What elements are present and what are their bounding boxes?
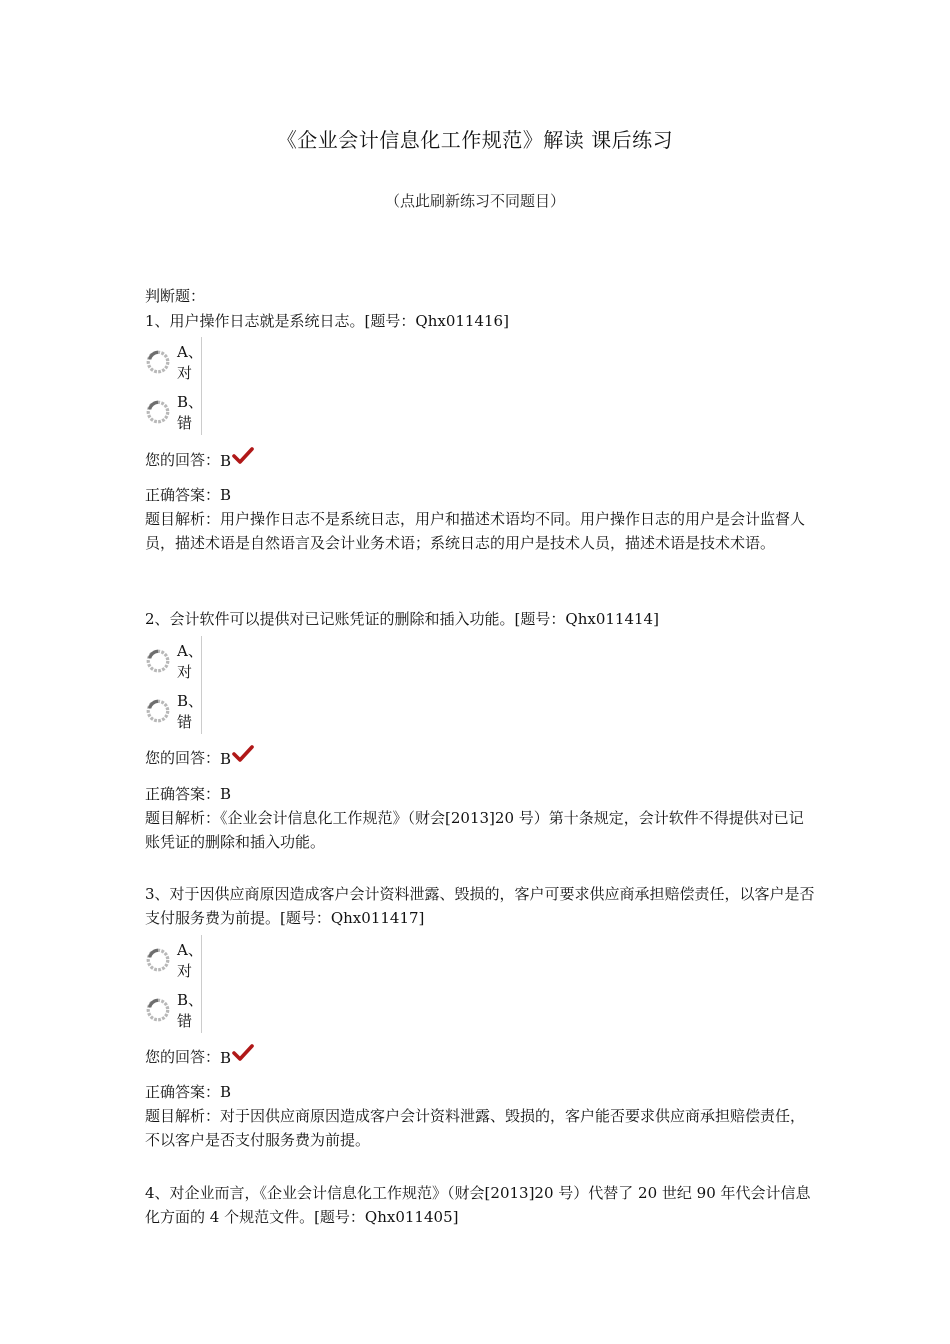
- refresh-exercise-link[interactable]: （点此刷新练习不同题目）: [384, 192, 565, 210]
- option-group: [145, 636, 215, 734]
- analysis-label: 题目解析：: [145, 1107, 221, 1125]
- page-title: 《企业会计信息化工作规范》解读 课后练习: [276, 128, 674, 152]
- option-b[interactable]: [145, 991, 215, 1030]
- option-a[interactable]: [145, 941, 215, 980]
- option-a[interactable]: [145, 642, 215, 681]
- option-label: A、对: [177, 343, 203, 382]
- check-mark-icon: [232, 744, 254, 764]
- answer-block: [145, 483, 810, 555]
- correct-answer: [145, 782, 810, 806]
- analysis: [145, 806, 810, 854]
- analysis: [145, 507, 810, 555]
- answer-block: [145, 782, 810, 854]
- option-label: B、错: [176, 692, 203, 731]
- section-label: 判断题：: [145, 287, 206, 305]
- correct-answer-label: 正确答案：: [145, 486, 221, 504]
- your-answer-value: B: [220, 750, 232, 768]
- correct-answer-value: B: [220, 1083, 232, 1101]
- question-text: 2、会计软件可以提供对已记账凭证的删除和插入功能。[题号：Qhx011414]: [145, 610, 659, 628]
- check-mark-icon: [232, 446, 254, 466]
- radio-unselected-icon[interactable]: [145, 398, 171, 426]
- question-text: 4、对企业而言，《企业会计信息化工作规范》（财会[2013]20 号）代替了 20 世纪 90 年代会计信息化方面的 4 个规范文件。[题号：Qhx011405]: [145, 1184, 811, 1226]
- analysis-label: 题目解析：: [145, 809, 221, 827]
- answer-block: [145, 1080, 810, 1152]
- option-a[interactable]: [145, 343, 215, 382]
- radio-unselected-icon[interactable]: [145, 996, 171, 1024]
- your-answer-label: 您的回答：: [145, 749, 221, 767]
- correct-answer-label: 正确答案：: [145, 1083, 221, 1101]
- correct-answer-value: B: [220, 785, 232, 803]
- analysis: [145, 1104, 810, 1152]
- analysis-text: 用户操作日志不是系统日志，用户和描述术语均不同。用户操作日志的用户是会计监督人员，描述术语是自然语言及会计业务术语；系统日志的用户是技术人员，描述术语是技术术语。: [145, 510, 806, 552]
- radio-unselected-icon[interactable]: [145, 647, 171, 675]
- option-label: B、错: [176, 393, 203, 432]
- your-answer-value: B: [220, 1049, 232, 1067]
- correct-answer: [145, 1080, 810, 1104]
- option-group: [145, 935, 215, 1033]
- option-group: [145, 337, 215, 435]
- option-b[interactable]: [145, 393, 215, 432]
- option-b[interactable]: [145, 692, 215, 731]
- analysis-text: 对于因供应商原因造成客户会计资料泄露、毁损的，客户能否要求供应商承担赔偿责任，不以客户是否支付服务费为前提。: [145, 1107, 806, 1149]
- radio-unselected-icon[interactable]: [145, 697, 171, 725]
- your-answer: [145, 442, 254, 470]
- question-text: 3、对于因供应商原因造成客户会计资料泄露、毁损的，客户可要求供应商承担赔偿责任，以客户是否支付服务费为前提。[题号：Qhx011417]: [145, 885, 815, 927]
- option-label: B、错: [176, 991, 203, 1030]
- radio-unselected-icon[interactable]: [145, 348, 171, 376]
- correct-answer-value: B: [220, 486, 232, 504]
- correct-answer-label: 正确答案：: [145, 785, 221, 803]
- correct-answer: [145, 483, 810, 507]
- check-mark-icon: [232, 1043, 254, 1063]
- analysis-text: 《企业会计信息化工作规范》（财会[2013]20 号）第十条规定，会计软件不得提供对已记账凭证的删除和插入功能。: [145, 809, 804, 851]
- option-label: A、对: [177, 642, 203, 681]
- question-text: 1、用户操作日志就是系统日志。[题号：Qhx011416]: [145, 312, 509, 330]
- analysis-label: 题目解析：: [145, 510, 221, 528]
- your-answer-label: 您的回答：: [145, 1048, 221, 1066]
- option-label: A、对: [177, 941, 203, 980]
- your-answer-label: 您的回答：: [145, 451, 221, 469]
- radio-unselected-icon[interactable]: [145, 946, 171, 974]
- your-answer-value: B: [220, 452, 232, 470]
- your-answer: [145, 740, 254, 768]
- your-answer: [145, 1039, 254, 1067]
